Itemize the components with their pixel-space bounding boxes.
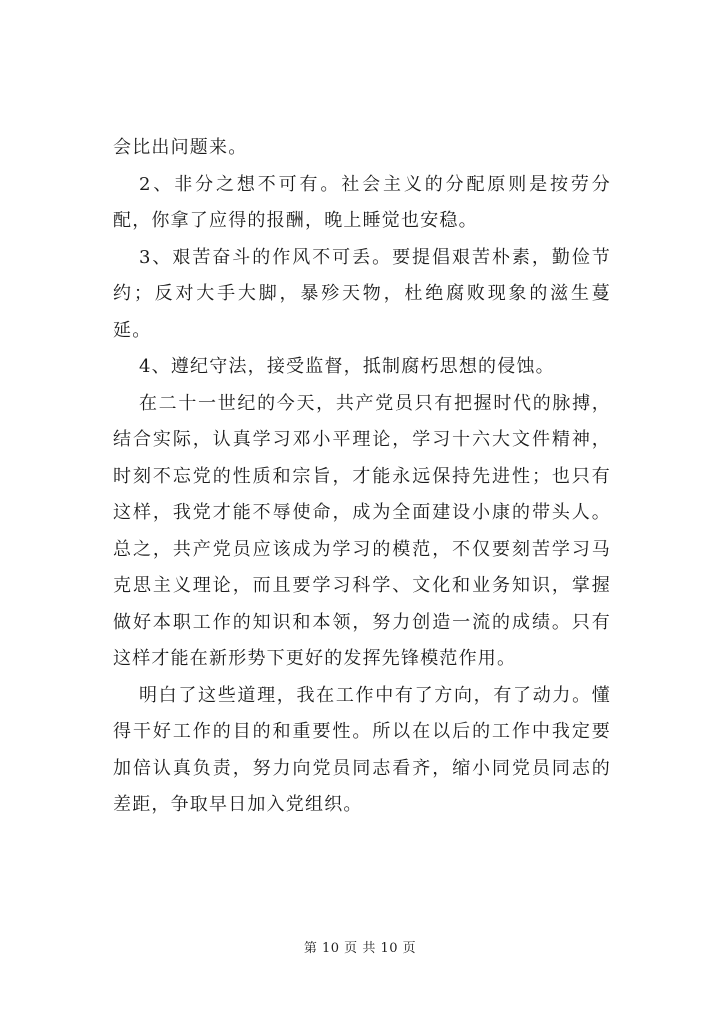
document-body [113,130,611,824]
paragraph-item-3: 3、艰苦奋斗的作风不可丢。要提倡艰苦朴素，勤俭节约；反对大手大脚，暴殄天物，杜绝腐败现象的滋生蔓延。 [113,246,611,341]
paragraph-era: 在二十一世纪的今天，共产党员只有把握时代的脉搏，结合实际，认真学习邓小平理论，学习十六大文件精神，时刻不忘党的性质和宗旨，才能永远保持先进性；也只有这样，我党才能不辱使命，成为全面建设小康的带头人。总之，共产党员应该成为学习的模范，不仅要刻苦学习马克思主义理论，而且要学习科学、文化和业务知识，掌握做好本职工作的知识和本领，努力创造一流的成绩。只有这样才能在新形势下更好的发挥先锋模范作用。 [113,392,611,669]
paragraph-continuation: 会比出问题来。 [113,137,248,158]
page-number-footer: 第 10 页 共 10 页 [303,941,417,956]
paragraph-conclusion: 明白了这些道理，我在工作中有了方向，有了动力。懂得干好工作的目的和重要性。所以在以后的工作中我定要加倍认真负责，努力向党员同志看齐，缩小同党员同志的差距，争取早日加入党组织。 [113,684,611,815]
paragraph-item-4: 4、遵纪守法，接受监督，抵制腐朽思想的侵蚀。 [139,356,555,377]
paragraph-item-2: 2、非分之想不可有。社会主义的分配原则是按劳分配，你拿了应得的报酬，晚上睡觉也安稳。 [113,173,611,231]
